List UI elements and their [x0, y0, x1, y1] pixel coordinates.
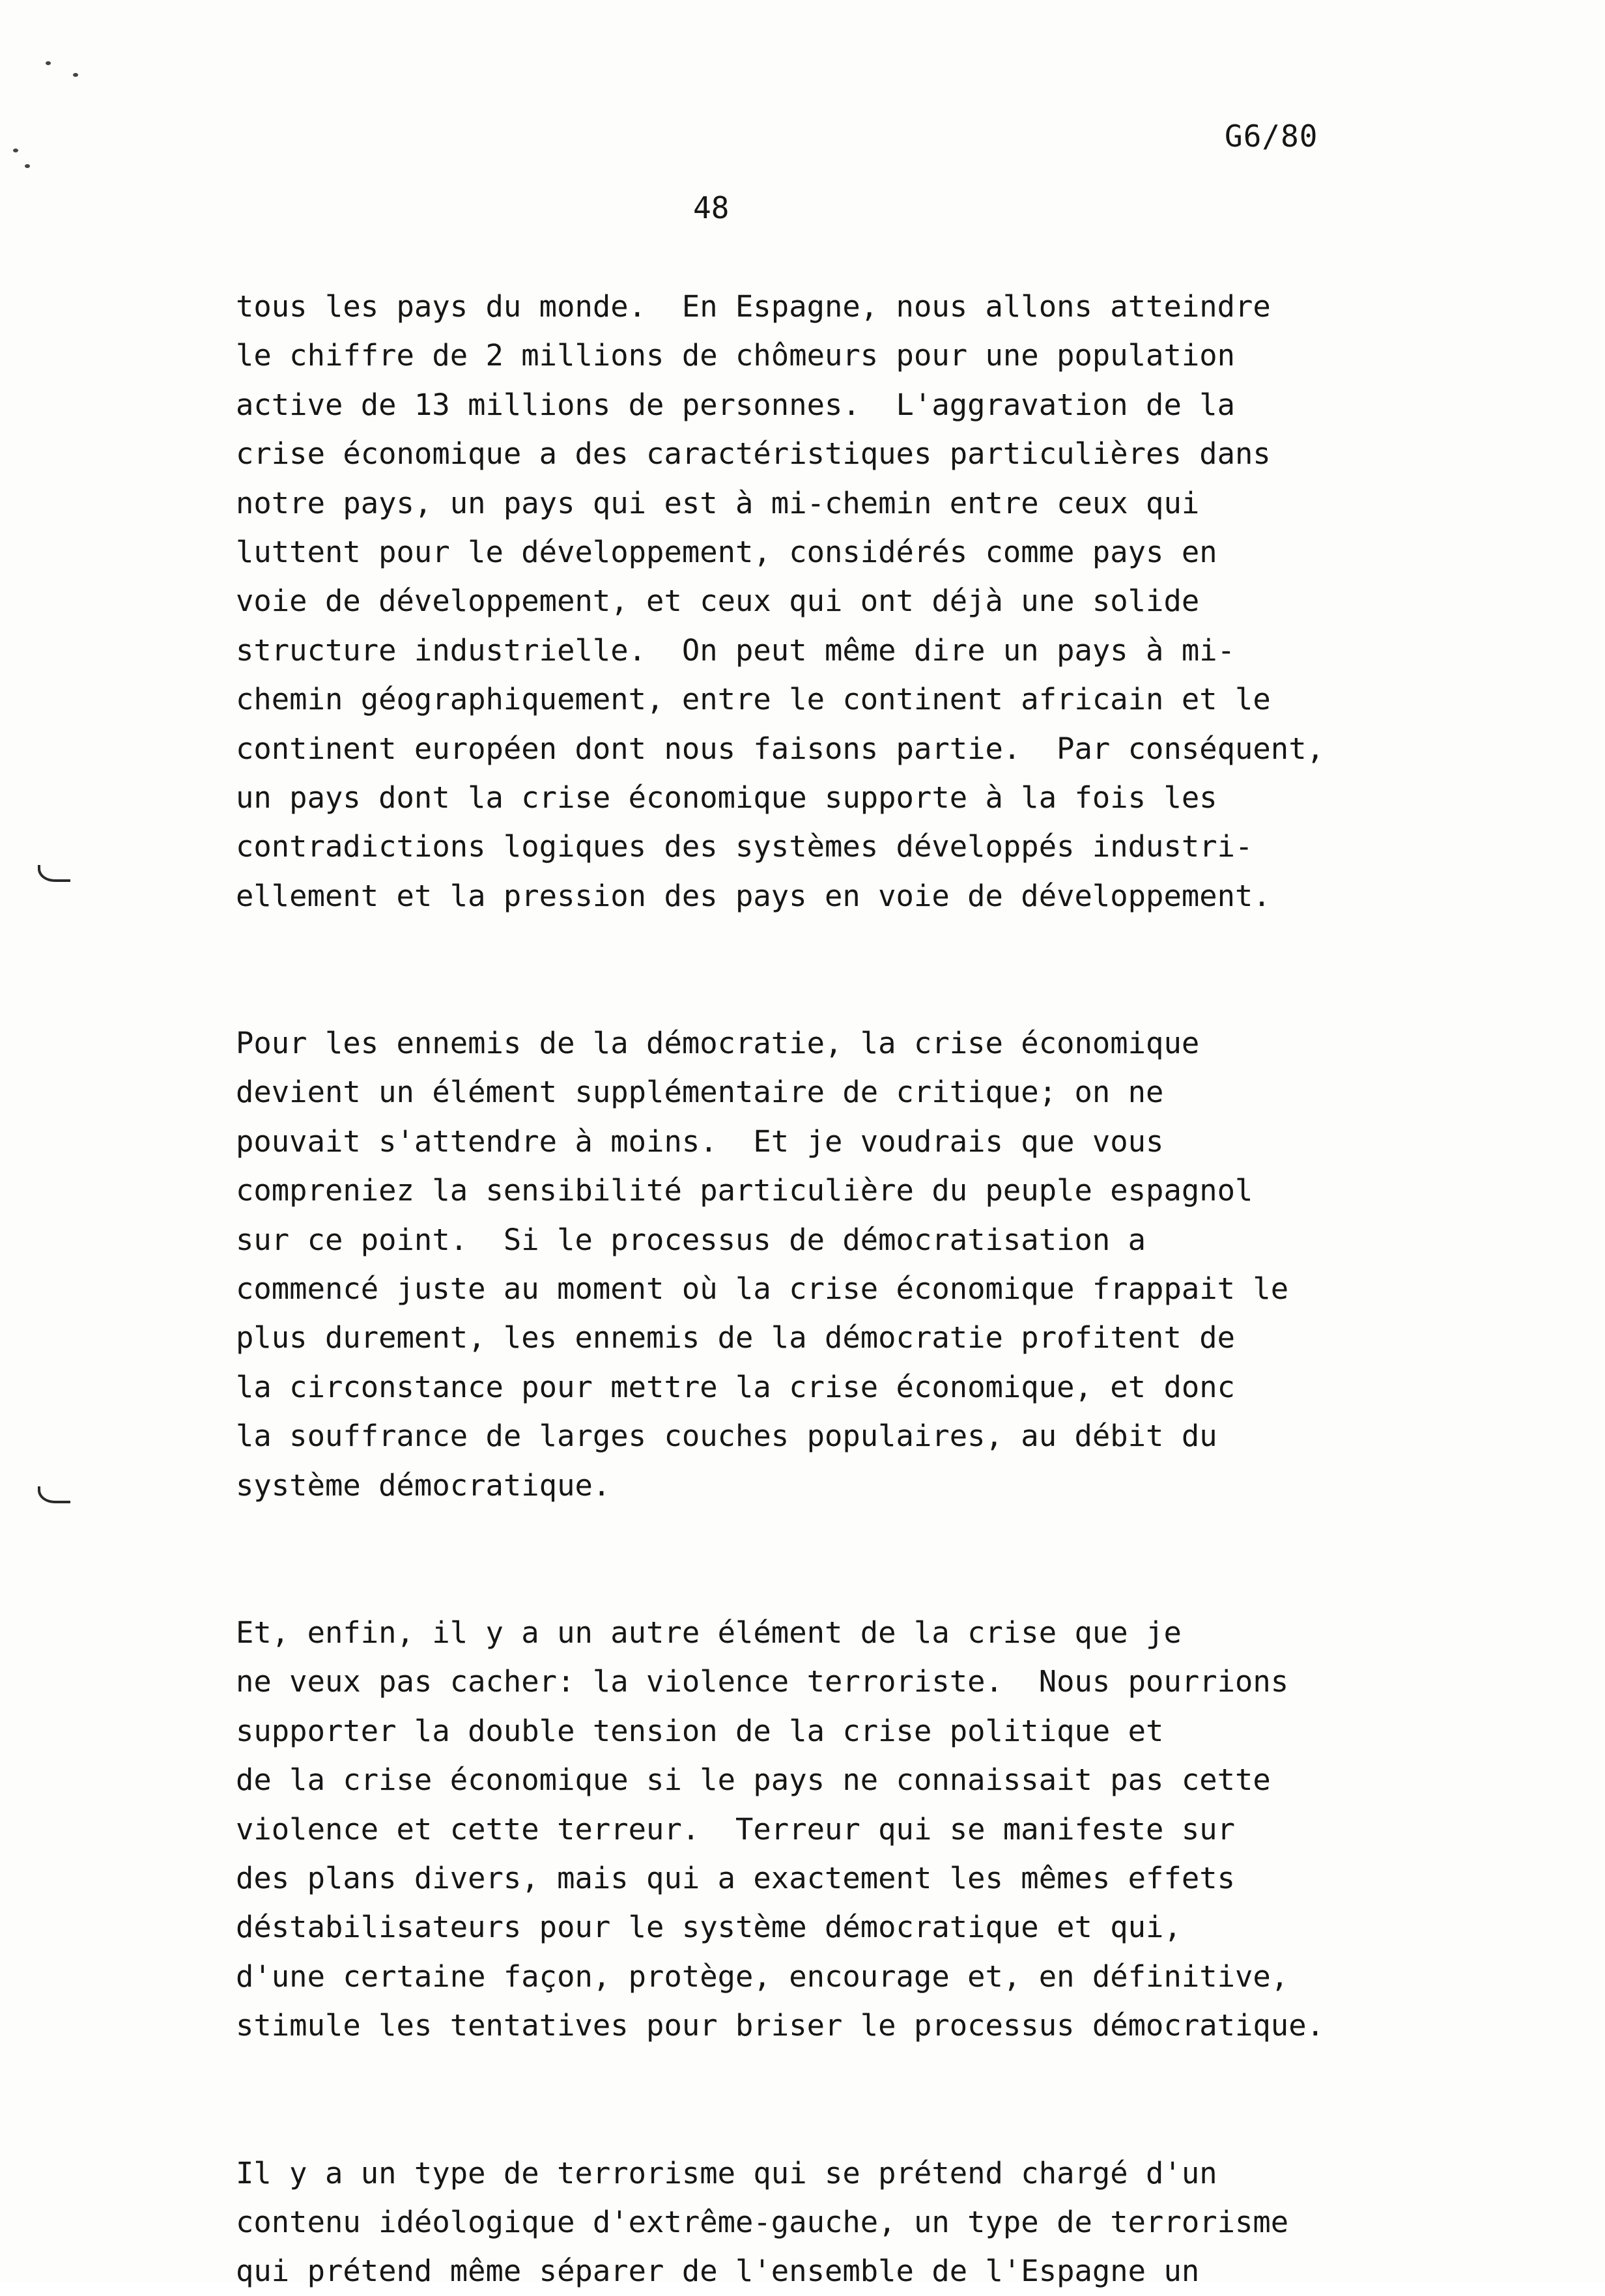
text-line: contenu idéologique d'extrême-gauche, un type de terrorisme [236, 2204, 1289, 2239]
text-line: notre pays, un pays qui est à mi-chemin entre ceux qui [236, 485, 1200, 520]
scan-speck [73, 73, 78, 77]
text-line: de la crise économique si le pays ne connaissait pas cette [236, 1763, 1271, 1798]
text-line: pouvait s'attendre à moins. Et je voudrais que vous [236, 1124, 1164, 1159]
scan-speck [25, 164, 30, 168]
text-line: structure industrielle. On peut même dire un pays à mi- [236, 632, 1236, 668]
text-line: plus durement, les ennemis de la démocratie profitent de [236, 1320, 1236, 1355]
text-line: supporter la double tension de la crise politique et [236, 1713, 1164, 1748]
text-line: luttent pour le développement, considérés comme pays en [236, 534, 1217, 569]
text-line: déstabilisateurs pour le système démocratique et qui, [236, 1910, 1182, 1945]
text-line: tous les pays du monde. En Espagne, nous allons atteindre [236, 289, 1271, 324]
scan-speck [46, 61, 51, 65]
text-line: ne veux pas cacher: la violence terroriste. Nous pourrions [236, 1664, 1289, 1699]
text-line: commencé juste au moment où la crise économique frappait le [236, 1271, 1289, 1307]
text-line: voie de développement, et ceux qui ont déjà une solide [236, 584, 1200, 619]
text-line: active de 13 millions de personnes. L'aggravation de la [236, 387, 1236, 422]
paragraph-2 [236, 1019, 1499, 1510]
text-line: Et, enfin, il y a un autre élément de la crise que je [236, 1615, 1182, 1650]
binding-mark [38, 865, 70, 882]
binding-mark [38, 1486, 70, 1503]
paragraph-4 [236, 2149, 1499, 2296]
text-line: le chiffre de 2 millions de chômeurs pour une population [236, 338, 1236, 373]
text-line: la circonstance pour mettre la crise économique, et donc [236, 1369, 1236, 1404]
text-line: chemin géographiquement, entre le continent africain et le [236, 682, 1271, 717]
paragraph-1 [236, 282, 1499, 920]
text-line: stimule les tentatives pour briser le processus démocratique. [236, 2008, 1324, 2043]
text-line: la souffrance de larges couches populaires, au débit du [236, 1419, 1217, 1454]
text-line: des plans divers, mais qui a exactement les mêmes effets [236, 1860, 1236, 1895]
text-line: sur ce point. Si le processus de démocratisation a [236, 1222, 1146, 1257]
text-line: qui prétend même séparer de l'ensemble de l'Espagne un [236, 2254, 1200, 2289]
document-reference: G6/80 [1225, 119, 1318, 154]
text-line: compreniez la sensibilité particulière du peuple espagnol [236, 1173, 1253, 1208]
body-text [236, 282, 1499, 2296]
paragraph-3 [236, 1608, 1499, 2050]
page-number: 48 [693, 190, 730, 225]
text-line: continent européen dont nous faisons partie. Par conséquent, [236, 731, 1324, 766]
scan-speck [13, 149, 18, 152]
text-line: crise économique a des caractéristiques particulières dans [236, 436, 1271, 472]
text-line: Il y a un type de terrorisme qui se prétend chargé d'un [236, 2155, 1217, 2190]
text-line: contradictions logiques des systèmes développés industri- [236, 829, 1253, 864]
text-line: devient un élément supplémentaire de critique; on ne [236, 1075, 1164, 1110]
text-line: Pour les ennemis de la démocratie, la crise économique [236, 1026, 1200, 1061]
text-line: ellement et la pression des pays en voie de développement. [236, 878, 1271, 913]
text-line: d'une certaine façon, protège, encourage et, en définitive, [236, 1959, 1289, 1994]
text-line: système démocratique. [236, 1467, 611, 1503]
text-line: un pays dont la crise économique supporte à la fois les [236, 780, 1217, 815]
text-line: violence et cette terreur. Terreur qui se manifeste sur [236, 1811, 1236, 1847]
